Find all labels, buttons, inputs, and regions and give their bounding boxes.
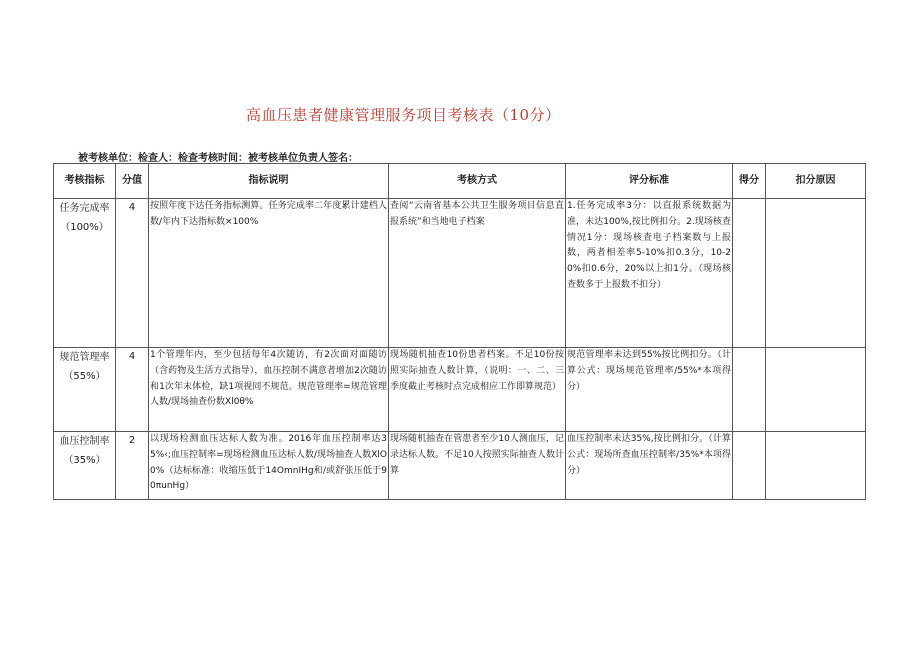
header-meta-line: 被考核单位：检查人：检查考核时间：被考核单位负责人签名： (78, 153, 358, 164)
method-cell: 现场随机抽查10份患者档案。不足10份按照实际抽查人数计算，（说明：一、二、三季度截止考核时点完成相应工作即算规范） (389, 348, 566, 432)
criteria-cell: 血压控制率未达35%,按比例扣分。（计算公式：现场所查血压控制率/35%*本项得分） (566, 432, 733, 500)
indicator-name: 血压控制率 (59, 436, 110, 447)
header-method: 考核方式 (389, 164, 566, 199)
criteria-cell: 1.任务完成率3分：以直报系统数据为准，未达100%,按比例扣分。2.现场核查情况1分：现场核查电子档案数与上报数，两者相差率5-10%扣0.3分，10-20%扣0.6分，20%以上扣1分。（现场核查数多于上报数不扣分） (566, 199, 733, 348)
gained-score-cell (733, 432, 766, 500)
indicator-name: 规范管理率 (59, 352, 110, 363)
gained-score-cell (733, 348, 766, 432)
header-deduct-reason: 扣分原因 (766, 164, 866, 199)
deduct-reason-cell (766, 432, 866, 500)
description-cell: 按照年度下达任务指标测算。任务完成率二年度累计建档人数/年内下达指标数×100% (149, 199, 389, 348)
header-score: 分值 (116, 164, 149, 199)
document-title: 高血压患者健康管理服务项目考核表（10分） (246, 106, 561, 124)
indicator-target: （35%） (63, 455, 106, 466)
indicator-cell (54, 199, 116, 348)
header-criteria: 评分标准 (566, 164, 733, 199)
description-cell: 以现场检测血压达标人数为准。2016年血压控制率达35%‹;血压控制率=现场检测血压达标人数/现场抽查人数XlO0%（达标标准：收缩压低于14OmnIHg和/或舒张压低于90πunHg） (149, 432, 389, 500)
table-row (54, 348, 866, 432)
description-cell: 1个管理年内，至少包括每年4次随访，有2次面对面随访（含药物及生活方式指导），血压控制不满意者增加2次随访和1次年末体检，缺1项视同不规范。规范管理率=规范管理人数/现场抽查份数Xl0θ% (149, 348, 389, 432)
header-gained-score: 得分 (733, 164, 766, 199)
indicator-cell (54, 432, 116, 500)
indicator-cell (54, 348, 116, 432)
table-row (54, 199, 866, 348)
indicator-target: （55%） (63, 371, 106, 382)
method-cell: 现场随机抽查在管患者至少10人测血压，记录达标人数。不足10人按照实际抽查人数计算 (389, 432, 566, 500)
criteria-cell: 规范管理率未达到55%按比例扣分。（计算公式：现场规范管理率/55%*本项得分） (566, 348, 733, 432)
indicator-name: 任务完成率 (59, 203, 110, 214)
score-cell: 4 (116, 348, 149, 432)
assessment-table (53, 163, 866, 500)
score-cell: 2 (116, 432, 149, 500)
table-row (54, 432, 866, 500)
indicator-target: （100%） (60, 222, 109, 233)
table-header-row (54, 164, 866, 199)
gained-score-cell (733, 199, 766, 348)
score-cell: 4 (116, 199, 149, 348)
deduct-reason-cell (766, 348, 866, 432)
header-description: 指标说明 (149, 164, 389, 199)
method-cell: 查阅“云南省基本公共卫生服务项目信息直报系统”和当地电子档案 (389, 199, 566, 348)
header-indicator: 考核指标 (54, 164, 116, 199)
deduct-reason-cell (766, 199, 866, 348)
